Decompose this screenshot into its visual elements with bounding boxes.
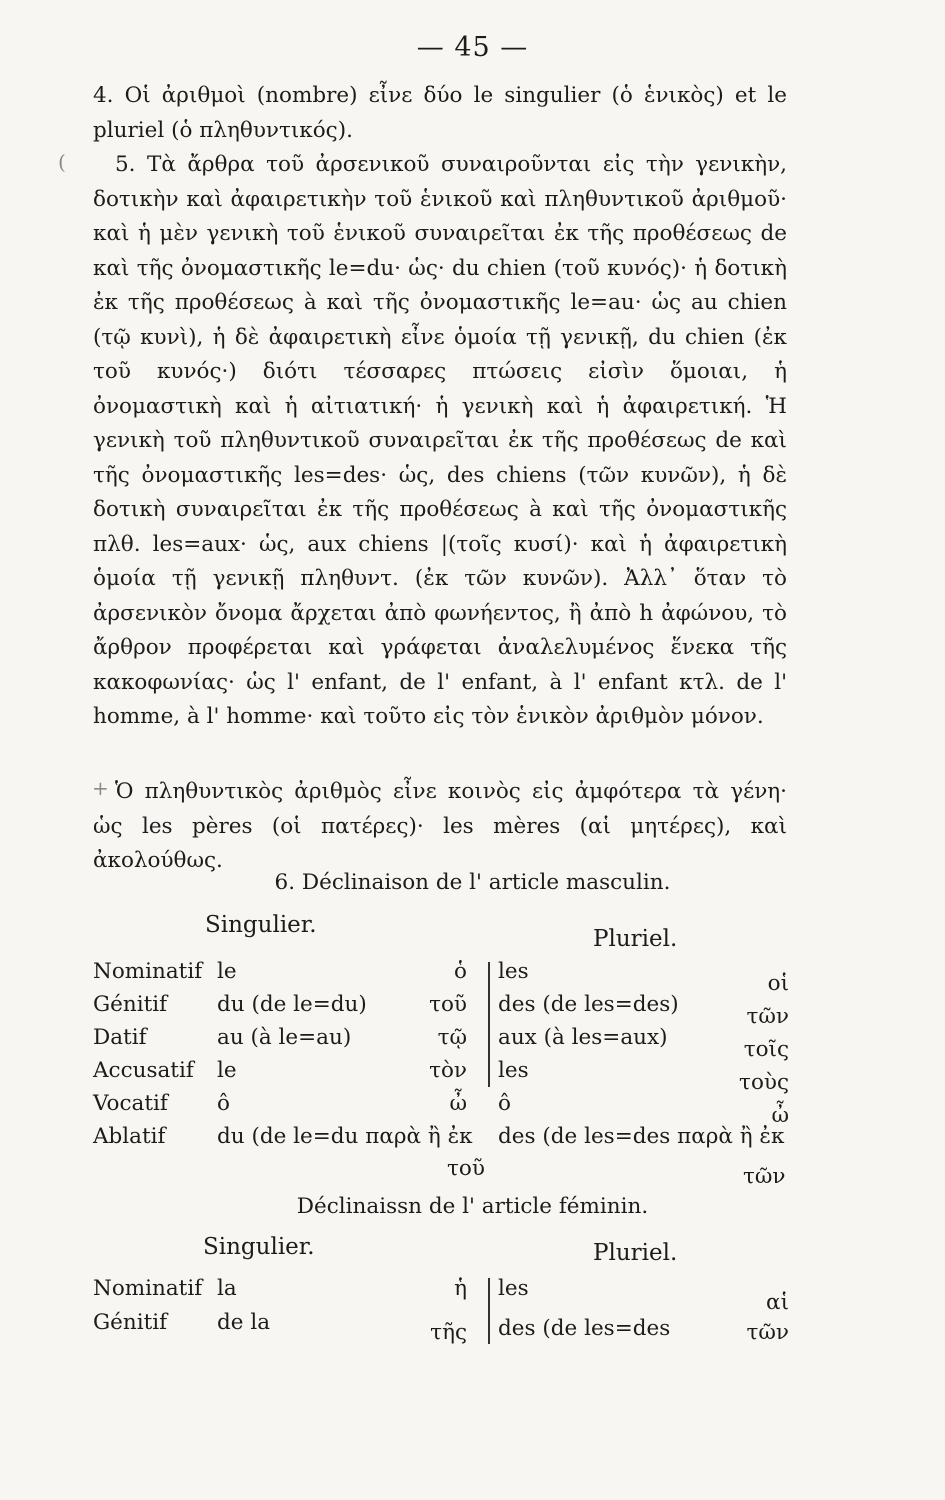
plural-greek: ὦ [771,1103,789,1128]
paragraph-4: 4. Οἱ ἀριθμοὶ (nombre) εἶνε δύο le singulier (ὁ ἑνικὸς) et le pluriel (ὁ πληθυντικός). [93,83,787,143]
singular-french: du (de le=du) [217,992,367,1017]
case-label: Vocatif [93,1091,168,1116]
singular-greek: τοῦ [429,992,467,1017]
singular-french: du (de le=du παρὰ ἢ ἐκ [217,1124,473,1149]
ablative-singular-greek: τοῦ [447,1156,485,1181]
case-label: Nominatif [93,959,203,984]
singular-french: le [217,1058,237,1083]
singular-french: de la [217,1310,271,1335]
plural-greek: οἱ [767,971,789,996]
plural-french: des (de les=des παρὰ ἢ ἐκ [498,1124,785,1149]
case-label: Génitif [93,1310,168,1335]
plural-greek: τοὺς [739,1070,789,1095]
plural-greek: τῶν [746,1320,789,1345]
singular-greek: ὦ [449,1091,467,1116]
singular-label: Singulier. [205,912,317,938]
singular-greek: ὁ [454,959,467,984]
ablative-plural-greek: τῶν [743,1164,786,1189]
margin-pencil-mark: ( [58,150,66,174]
plural-french: les [498,959,529,984]
plural-greek: αἱ [766,1290,789,1315]
case-label: Génitif [93,992,168,1017]
case-label: Nominatif [93,1276,203,1301]
singular-french: ô [217,1091,230,1116]
table-row [93,1124,793,1156]
case-label: Datif [93,1025,147,1050]
singular-greek: ἡ [454,1276,467,1301]
case-label: Accusatif [93,1058,194,1083]
plural-greek: τοῖς [743,1037,789,1062]
table-row [93,959,793,996]
singular-french: le [217,959,237,984]
paragraph-5: 5. Τὰ ἄρθρα τοῦ ἀρσενικοῦ συναιροῦνται εἰς τὴν γενικὴν, δοτικὴν καὶ ἀφαιρετικὴν τοῦ ἑνικοῦ καὶ πληθυντικοῦ ἀριθμοῦ· καὶ ἡ μὲν γενικὴ τοῦ ἑνικοῦ συναιρεῖται ἐκ τῆς προθέσεως de καὶ τῆς ὀνομαστικῆς le=du· ὡς· du chien (τοῦ κυνός)· ἡ δοτικὴ ἐκ τῆς προθέσεως à καὶ τῆς ὀνομαστικῆς le=au· ὡς au chien (τῷ κυνὶ), ἡ δὲ ἀφαιρετικὴ εἶνε ὁμοία τῇ γενικῇ, du chien (ἐκ τοῦ κυνός·) διότι τέσσαρες πτώσεις εἰσὶν ὅμοιαι, ἡ ὀνομαστικὴ καὶ ἡ αἰτιατική· ἡ γενικὴ καὶ ἡ ἀφαιρετική. Ἡ γενικὴ τοῦ πληθυντικοῦ συναιρεῖται ἐκ τῆς προθέσεως de καὶ τῆς ὀνομαστικῆς les=des· ὡς, des chiens (τῶν κυνῶν), ἡ δὲ δοτικὴ συναιρεῖται ἐκ τῆς προθέσεως à καὶ τῆς ὀνομαστικῆς πλθ. les=aux· ὡς, aux chiens |(τοῖς κυσί)· καὶ ἡ ἀφαιρετικὴ ὁμοία τῇ γενικῇ πληθυντ. (ἐκ τῶν κυνῶν). Ἀλλ᾽ ὅταν τὸ ἀρσενικὸν ὄνομα ἄρχεται ἀπὸ φωνήεντος, ἢ ἀπὸ h ἀφώνου, τὸ ἄρθρον προφέρεται καὶ γράφεται ἀναλελυμένος ἕνεκα τῆς κακοφωνίας· ὡς l' enfant, de l' enfant, à l' enfant κτλ. de l' homme, à l' homme· καὶ τοῦτο εἰς τὸν ἑνικὸν ἀριθμὸν μόνον. [93,152,787,729]
plural-label: Pluriel. [593,926,678,952]
plural-french: ô [498,1091,511,1116]
singular-french: la [217,1276,237,1301]
table-row [93,1025,793,1062]
masculine-declension-table [93,912,793,1192]
margin-cross-mark: + [92,776,109,800]
plural-label: Pluriel. [593,1240,678,1266]
plural-french: des (de les=des) [498,992,679,1017]
plural-french: des (de les=des [498,1316,671,1341]
feminine-declension-table [93,1234,793,1354]
feminine-declension-heading: Déclinaissn de l' article féminin. [296,1194,649,1219]
table-row [93,1310,793,1345]
table-row [93,1058,793,1095]
paragraph-plural-note: Ὁ πληθυντικὸς ἀριθμὸς εἶνε κοινὸς εἰς ἀμφότερα τὰ γένη· ὡς les pères (οἱ πατέρες)· les mères (αἱ μητέρες), καὶ ἀκολούθως. [93,779,787,873]
case-label: Ablatif [93,1124,166,1149]
singular-french: au (à le=au) [217,1025,352,1050]
singular-greek: τῆς [430,1320,467,1345]
singular-greek: τῷ [437,1025,467,1050]
plural-greek: τῶν [746,1004,789,1029]
plural-french: les [498,1058,529,1083]
plural-french: aux (à les=aux) [498,1025,668,1050]
table-row [93,1276,793,1315]
singular-greek: τὸν [429,1058,467,1083]
table-row [93,992,793,1029]
plural-french: les [498,1276,529,1301]
singular-label: Singulier. [203,1234,315,1260]
masculine-declension-heading: 6. Déclinaison de l' article masculin. [274,870,671,895]
table-row [93,1091,793,1128]
page-number: — 45 — [416,32,529,63]
